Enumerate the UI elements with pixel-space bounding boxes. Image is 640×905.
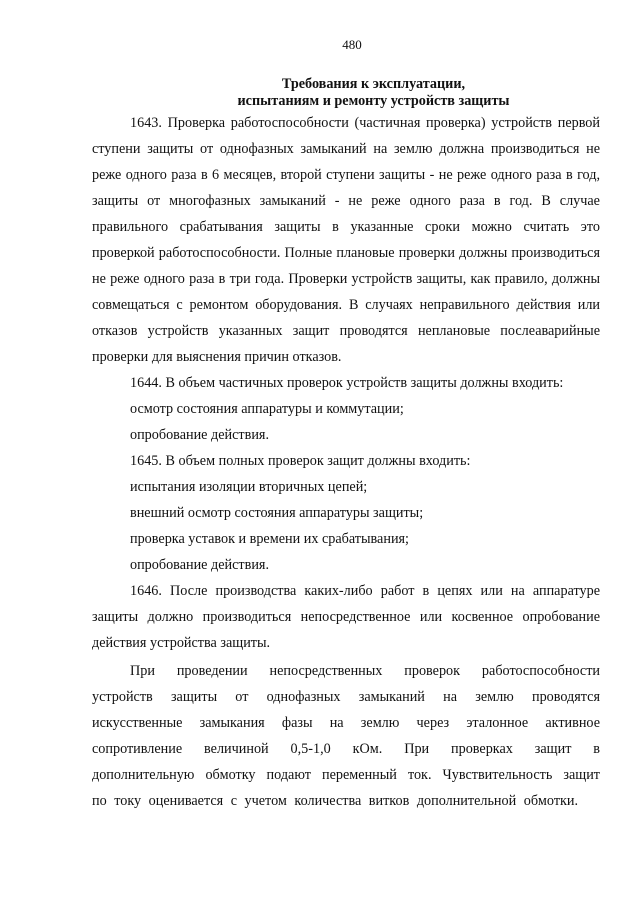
- section-title-line-2: испытаниям и ремонту устройств защиты: [237, 93, 510, 109]
- paragraph-1645: 1645. В объем полных проверок защит должны входить:: [130, 453, 471, 469]
- list-item: внешний осмотр состояния аппаратуры защиты;: [130, 505, 424, 521]
- list-item: осмотр состояния аппаратуры и коммутации;: [130, 401, 404, 417]
- list-item: опробование действия.: [130, 427, 269, 443]
- list-item: проверка уставок и времени их срабатывания;: [130, 531, 410, 547]
- list-item: испытания изоляции вторичных цепей;: [130, 479, 368, 495]
- paragraph-1644: 1644. В объем частичных проверок устройств защиты должны входить:: [130, 375, 564, 391]
- page-number: 480: [342, 37, 362, 52]
- section-title-line-1: Требования к эксплуатации,: [281, 76, 466, 92]
- paragraph-1646: 1646. После производства каких-либо работ в цепях или на аппаратуре защиты должно производиться непосредственное или косвенное опробование действия устройства защиты.: [92, 583, 600, 651]
- paragraph-1643: 1643. Проверка работоспособности (частичная проверка) устройств первой ступени защиты от однофазных замыканий на землю должна производиться не реже одного раза в 6 месяцев, второй ступени защиты - не реже одного раза в год, защиты от многофазных замыканий - не реже одного раза в год. В случае правильного срабатывания защиты в указанные сроки можно считать это проверкой работоспособности. Полные плановые проверки должны производиться не реже одного раза в три года. Проверки устройств защиты, как правило, должны совмещаться с ремонтом оборудования. В случаях неправильного действия или отказов устройств указанных защит проводятся неплановые послеаварийные проверки для выяснения причин отказов.: [92, 115, 600, 365]
- list-item: опробование действия.: [130, 557, 269, 573]
- paragraph-final: При проведении непосредственных проверок работоспособности устройств защиты от однофазных замыканий на землю проводятся искусственные замыкания фазы на землю через эталонное активное сопротивление величиной 0,5-1,0 кОм. При проверках защит в дополнительную обмотку подают переменный ток. Чувствительность защит по току оценивается с учетом количества витков дополнительной обмотки.: [92, 663, 600, 809]
- document-page: [92, 36, 600, 814]
